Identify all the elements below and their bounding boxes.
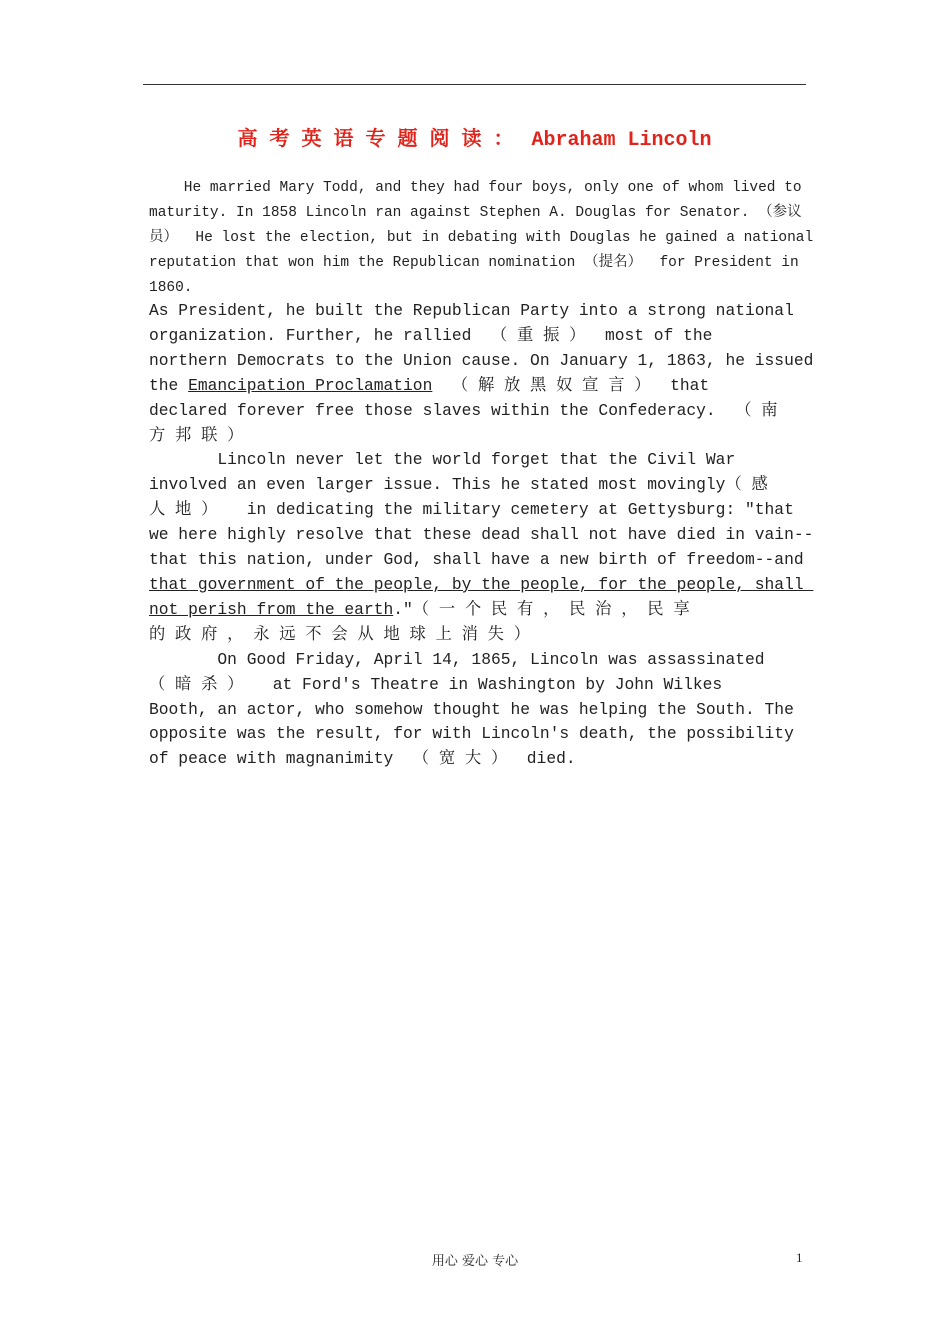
footer-motto: 用心 爱心 专心 [431, 1254, 519, 1269]
header-rule [143, 84, 806, 85]
paragraph-intro [149, 176, 814, 301]
text-line: On Good Friday, April 14, 1865, Lincoln was assassinated [149, 649, 765, 669]
text-line: As President, he built the Republican Party into a strong national [149, 301, 794, 320]
text-line: Booth, an actor, who somehow thought he was helping the South. The [149, 699, 794, 719]
text-line [149, 573, 814, 598]
text-line: 人 地 ） in dedicating the military cemetery at Gettysburg: "that [149, 500, 794, 520]
text-line: not perish from the earth."（ 一 个 民 有 ， 民 治 ， 民 享 [149, 599, 690, 619]
text-line: of peace with magnanimity （ 宽 大 ） died. [149, 749, 576, 769]
text-line: declared forever free those slaves within the Confederacy. （ 南 [149, 400, 778, 420]
text-line: organization. Further, he rallied （ 重 振 ） most of the [149, 325, 713, 345]
text-line: Lincoln never let the world forget that the Civil War [149, 450, 736, 470]
title-english: Abraham Lincoln [531, 129, 712, 152]
text-line: （ 暗 杀 ） at Ford's Theatre in Washington by John Wilkes [149, 674, 723, 694]
title-chinese: 高考英语专题阅读： [237, 128, 526, 150]
text-line: northern Democrats to the Union cause. On January 1, 1863, he issued [149, 350, 814, 370]
text-line: opposite was the result, for with Lincoln's death, the possibility [149, 724, 794, 744]
text-line: maturity. In 1858 Lincoln ran against Stephen A. Douglas for Senator. （参议 [149, 205, 802, 221]
page-number: 1 [796, 1250, 803, 1265]
text-line: that this nation, under God, shall have a new birth of freedom--and [149, 550, 804, 570]
underlined-term: Emancipation Proclamation [188, 375, 433, 395]
text-line: 的 政 府 ， 永 远 不 会 从 地 球 上 消 失 ） [149, 624, 531, 644]
text-line: 员） He lost the election, but in debating with Douglas he gained a national [149, 230, 814, 246]
text-line: He married Mary Todd, and they had four boys, only one of whom lived to [149, 180, 802, 196]
underlined-quote: not perish from the earth [149, 599, 394, 619]
underlined-quote: that government of the people, by the people, for the people, shall [149, 574, 814, 594]
page-title [143, 122, 806, 152]
text-line: 1860. [149, 280, 193, 296]
main-body [149, 299, 814, 772]
text-line: involved an even larger issue. This he stated most movingly（ 感 [149, 475, 768, 495]
text-line: the Emancipation Proclamation （ 解 放 黑 奴 宣 言 ） that [149, 375, 710, 395]
text-line: we here highly resolve that these dead shall not have died in vain-- [149, 525, 814, 545]
text-line: reputation that won him the Republican nomination （提名） for President in [149, 255, 799, 271]
text-line: 方 邦 联 ） [149, 425, 244, 445]
